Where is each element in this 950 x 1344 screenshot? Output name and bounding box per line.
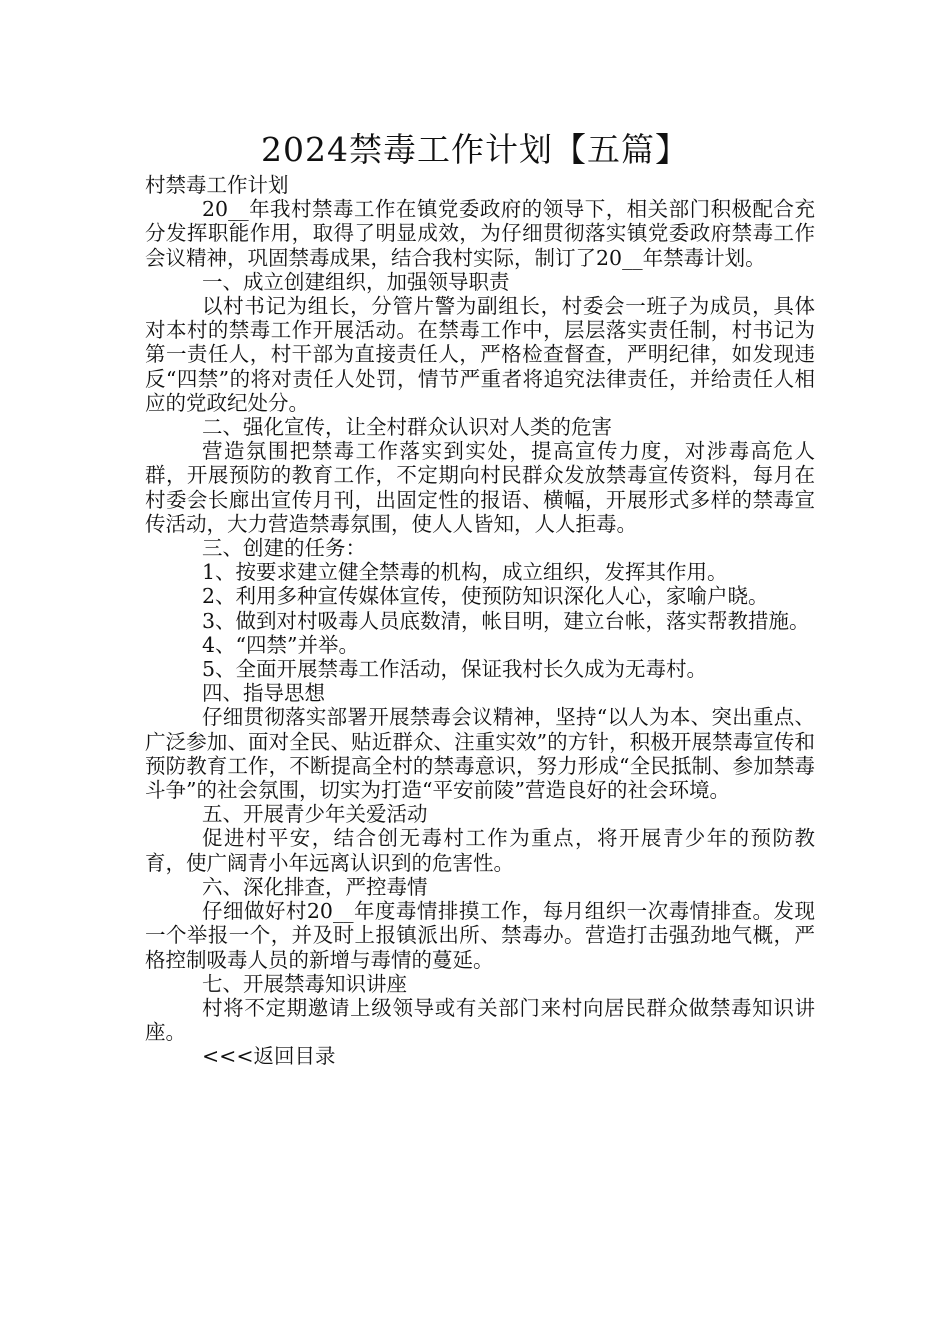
task-item-3: 3、做到对村吸毒人员底数清，帐目明，建立台帐，落实帮教措施。 <box>202 608 810 633</box>
heading-4: 四、指导思想 <box>202 681 325 706</box>
paragraph-7: 村将不定期邀请上级领导或有关部门来村向居民群众做禁毒知识讲座。 <box>145 995 815 1045</box>
back-to-contents-line <box>145 1044 815 1068</box>
paragraph-5: 促进村平安，结合创无毒村工作为重点，将开展青少年的预防教育，使广阔青小年远离认识到的危害性。 <box>145 826 815 875</box>
heading-7: 七、开展禁毒知识讲座 <box>202 971 407 996</box>
paragraph-4: 仔细贯彻落实部署开展禁毒会议精神，坚持“以人为本、突出重点、广泛参加、面对全民、贴近群众、注重实效”的方针，积极开展禁毒宣传和预防教育工作，不断提高全村的禁毒意识，努力形成“全民抵制、参加禁毒斗争”的社会氛围，切实为打造“平安前陵”营造良好的社会环境。 <box>145 705 815 803</box>
heading-6: 六、深化排查，严控毒情 <box>202 874 428 899</box>
task-item-4: 4、“四禁”并举。 <box>202 632 360 657</box>
document-title: 2024禁毒工作计划【五篇】 <box>261 130 689 169</box>
task-item-2: 2、利用多种宣传媒体宣传，使预防知识深化人心，家喻户晓。 <box>202 584 769 609</box>
intro-paragraph: 20__年我村禁毒工作在镇党委政府的领导下，相关部门积极配合充分发挥职能作用，取得了明显成效，为仔细贯彻落实镇党委政府禁毒工作会议精神，巩固禁毒成果，结合我村实际，制订了20__年禁毒计划。 <box>145 197 815 270</box>
heading-2: 二、强化宣传，让全村群众认识对人类的危害 <box>202 415 612 440</box>
document-body <box>145 173 815 1069</box>
task-item-1: 1、按要求建立健全禁毒的机构，成立组织，发挥其作用。 <box>202 560 728 585</box>
heading-5: 五、开展青少年关爱活动 <box>202 802 428 827</box>
back-to-contents-link[interactable]: <<<返回目录 <box>202 1044 336 1069</box>
section-subtitle: 村禁毒工作计划 <box>145 173 289 197</box>
heading-3: 三、创建的任务： <box>202 536 366 561</box>
paragraph-1: 以村书记为组长，分管片警为副组长，村委会一班子为成员，具体对本村的禁毒工作开展活动。在禁毒工作中，层层落实责任制，村书记为第一责任人，村干部为直接责任人，严格检查督查，严明纪律，如发现违反“四禁”的将对责任人处罚，情节严重者将追究法律责任，并给责任人相应的党政纪处分。 <box>145 294 815 415</box>
paragraph-2: 营造氛围把禁毒工作落实到实处，提高宣传力度，对涉毒高危人群，开展预防的教育工作，不定期向村民群众发放禁毒宣传资料，每月在村委会长廊出宣传月刊，出固定性的报语、横幅，开展形式多样的禁毒宣传活动，大力营造禁毒氛围，使人人皆知，人人拒毒。 <box>145 439 815 536</box>
task-item-5: 5、全面开展禁毒工作活动，保证我村长久成为无毒村。 <box>202 657 708 682</box>
paragraph-6: 仔细做好村20__年度毒情排摸工作，每月组织一次毒情排查。发现一个举报一个，并及时上报镇派出所、禁毒办。营造打击强劲地气概，严格控制吸毒人员的新增与毒情的蔓延。 <box>145 899 815 972</box>
heading-1: 一、成立创建组织，加强领导职责 <box>202 269 510 294</box>
